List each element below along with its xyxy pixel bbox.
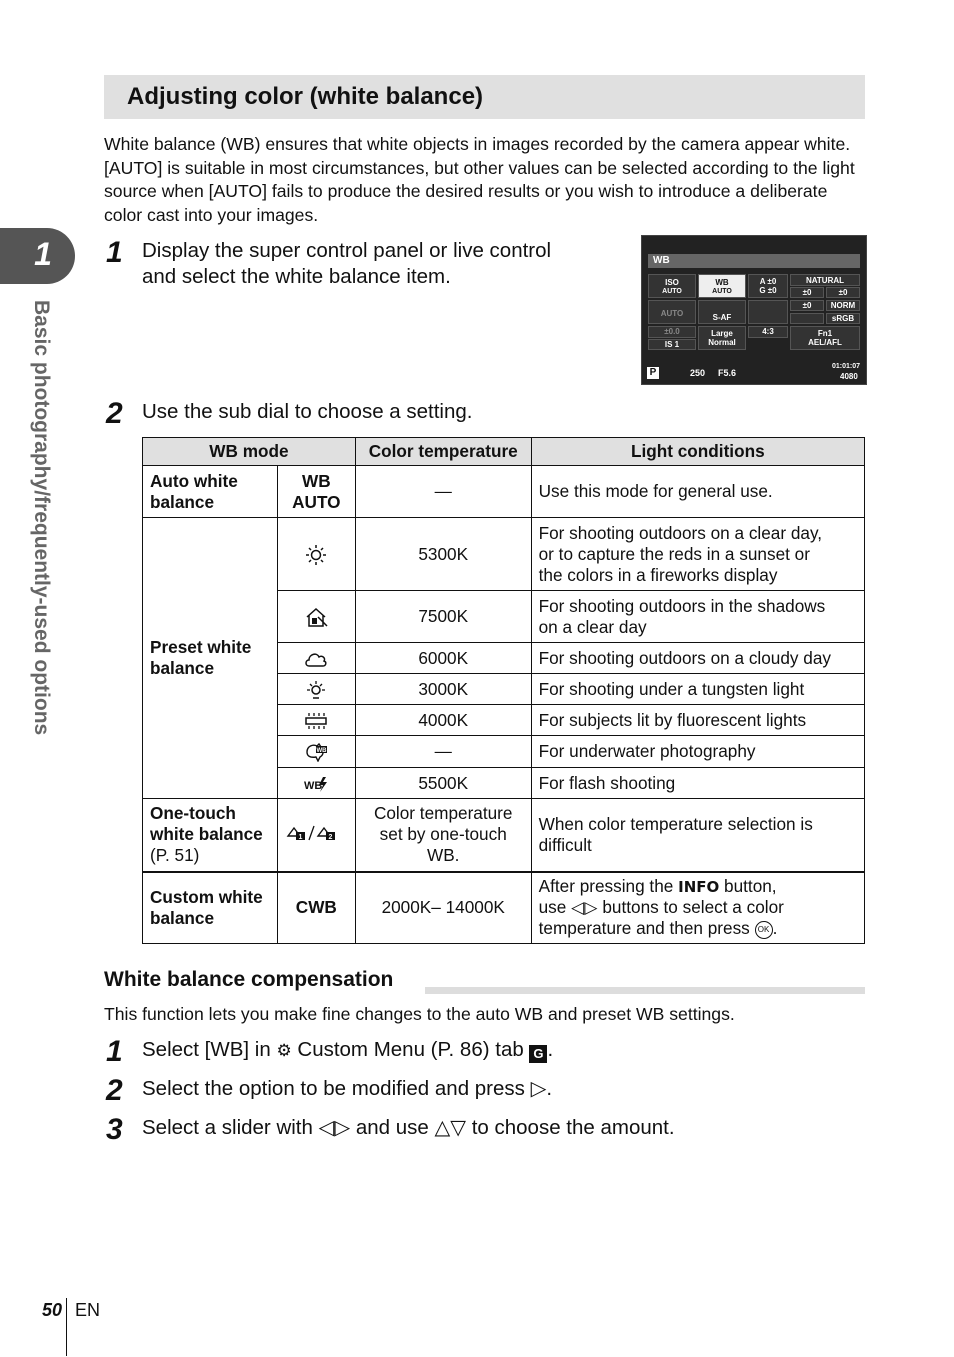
intro-paragraph: White balance (WB) ensures that white objects in images recorded by the camera appear white. [AUTO] is suitable in most circumstances, but other values can be selected according to the light source when [AUTO] fails to produce the desired results or you wish to introduce a deliberate color cast into your images. (104, 134, 855, 225)
wb-mode-cell: Custom white balance (143, 872, 278, 944)
chapter-label: Basic photography/frequently-used options (30, 300, 53, 736)
picture-mode-cell: NATURAL (790, 274, 860, 286)
iso-cell: ISO AUTO (648, 274, 696, 298)
cond-cell: For flash shooting (531, 768, 864, 799)
mode-indicator: P (647, 367, 659, 379)
page-footer (42, 1300, 100, 1321)
is-cell: IS 1 (648, 339, 696, 350)
time-remaining: 01:01:07 (832, 363, 861, 370)
chapter-number: 1 (34, 236, 52, 272)
wb-mode-cell: One-touch white balance (P. 51) (143, 799, 278, 872)
cond-cell: Use this mode for general use. (531, 466, 864, 518)
language-code: EN (75, 1300, 101, 1320)
one-touch-wb-icon (277, 799, 355, 872)
aspect-cell: 4:3 (748, 326, 788, 338)
underwater-icon (277, 736, 355, 768)
temp-cell: — (355, 466, 531, 518)
step-number: 1 (106, 236, 123, 269)
tab-g-icon: G (529, 1045, 547, 1063)
step-text (142, 238, 551, 290)
wb-table (142, 437, 865, 944)
wb-mode-cell: Preset white balance (143, 518, 278, 799)
cond-cell: For shooting outdoors on a cloudy day (531, 643, 864, 674)
fluorescent-icon (277, 705, 355, 736)
step-text: Select the option to be modified and press ▷. (142, 1077, 553, 1100)
cond-cell: For underwater photography (531, 736, 864, 768)
custom-menu-gear-icon: ⚙ (276, 1041, 292, 1060)
table-row (143, 799, 865, 872)
color-space-cell: sRGB (826, 313, 860, 324)
cwb-icon: CWB (277, 872, 355, 944)
shutter-speed: 250 (690, 368, 706, 378)
section-divider (425, 987, 865, 994)
metering-cell (748, 300, 788, 324)
fn-cell: Fn1 AEL/AFL (790, 326, 860, 350)
temp-cell: — (355, 736, 531, 768)
image-size-cell: Large Normal (698, 326, 746, 350)
column-header: Color temperature (355, 438, 531, 466)
aperture: F5.6 (718, 368, 737, 378)
section-title: White balance compensation (104, 968, 394, 991)
temp-cell: 5300K (355, 518, 531, 591)
panel-header: WB (648, 254, 860, 268)
wb-auto-icon: WB AUTO (277, 466, 355, 518)
temp-cell: 3000K (355, 674, 531, 705)
flash-comp-cell: ±0.0 (648, 326, 696, 338)
temp-cell: 5500K (355, 768, 531, 799)
svg-text:WB: WB (304, 779, 323, 792)
wb-adjust-cell: A ±0 G ±0 (748, 274, 788, 298)
step-number: 3 (106, 1113, 123, 1146)
super-control-panel (641, 235, 867, 385)
flash-cell: AUTO (648, 300, 696, 324)
table-row (143, 518, 865, 591)
table-row (143, 872, 865, 944)
step-text: Select a slider with ◁▷ and use △▽ to choose the amount. (142, 1116, 675, 1139)
step-number: 2 (106, 397, 123, 430)
gradation-cell: NORM (826, 300, 860, 311)
flash-wb-icon (277, 768, 355, 799)
svg-text:2: 2 (328, 834, 333, 842)
cond-cell: After pressing the INFO button, use ◁▷ buttons to select a color temperature and then press OK . (531, 872, 864, 944)
cond-cell: For shooting outdoors on a clear day, or to capture the reds in a sunset or the colors in a fireworks display (531, 518, 864, 591)
left-right-arrows-icon: ◁▷ (571, 897, 598, 918)
sun-icon (277, 518, 355, 591)
step-number: 2 (106, 1074, 123, 1107)
temp-cell: 2000K– 14000K (355, 872, 531, 944)
step-text-line: and select the white balance item. (142, 265, 451, 288)
tungsten-icon (277, 674, 355, 705)
face-priority-cell (790, 313, 824, 324)
temp-cell: 4000K (355, 705, 531, 736)
left-right-arrows-icon: ◁▷ (318, 1116, 351, 1139)
saturation-cell: ±0 (790, 300, 824, 311)
sharpness-cell: ±0 (790, 287, 824, 298)
page-number: 50 (42, 1300, 63, 1320)
ok-button-icon: OK (755, 921, 773, 939)
svg-text:WB: WB (316, 748, 327, 755)
right-arrow-icon: ▷ (530, 1077, 547, 1100)
table-header-row (143, 438, 865, 466)
temp-cell: 6000K (355, 643, 531, 674)
step-text: Select [WB] in ⚙ Custom Menu (P. 86) tab G . (142, 1038, 554, 1061)
step-number: 1 (106, 1035, 123, 1068)
up-down-arrows-icon: △▽ (434, 1116, 467, 1139)
cond-cell: For shooting under a tungsten light (531, 674, 864, 705)
contrast-cell: ±0 (826, 287, 860, 298)
wb-cell: WB AUTO (698, 274, 746, 298)
page-title: Adjusting color (white balance) (127, 83, 484, 110)
cond-cell: For shooting outdoors in the shadows on a clear day (531, 591, 864, 643)
cond-cell: When color temperature selection is difficult (531, 799, 864, 872)
svg-text:1: 1 (298, 834, 303, 842)
temp-cell: Color temperature set by one-touch WB. (355, 799, 531, 872)
cond-cell: For subjects lit by fluorescent lights (531, 705, 864, 736)
table-row (143, 466, 865, 518)
shade-icon (277, 591, 355, 643)
step-text-line: Display the super control panel or live control (142, 239, 552, 262)
section-description: This function lets you make fine changes to the auto WB and preset WB settings. (104, 1004, 735, 1024)
wb-mode-cell: Auto white balance (143, 466, 278, 518)
cloud-icon (277, 643, 355, 674)
temp-cell: 7500K (355, 591, 531, 643)
shots-remaining: 4080 (840, 372, 858, 381)
step-text: Use the sub dial to choose a setting. (142, 400, 473, 423)
af-mode-cell: S-AF (698, 300, 746, 324)
column-header: WB mode (143, 438, 356, 466)
column-header: Light conditions (531, 438, 864, 466)
